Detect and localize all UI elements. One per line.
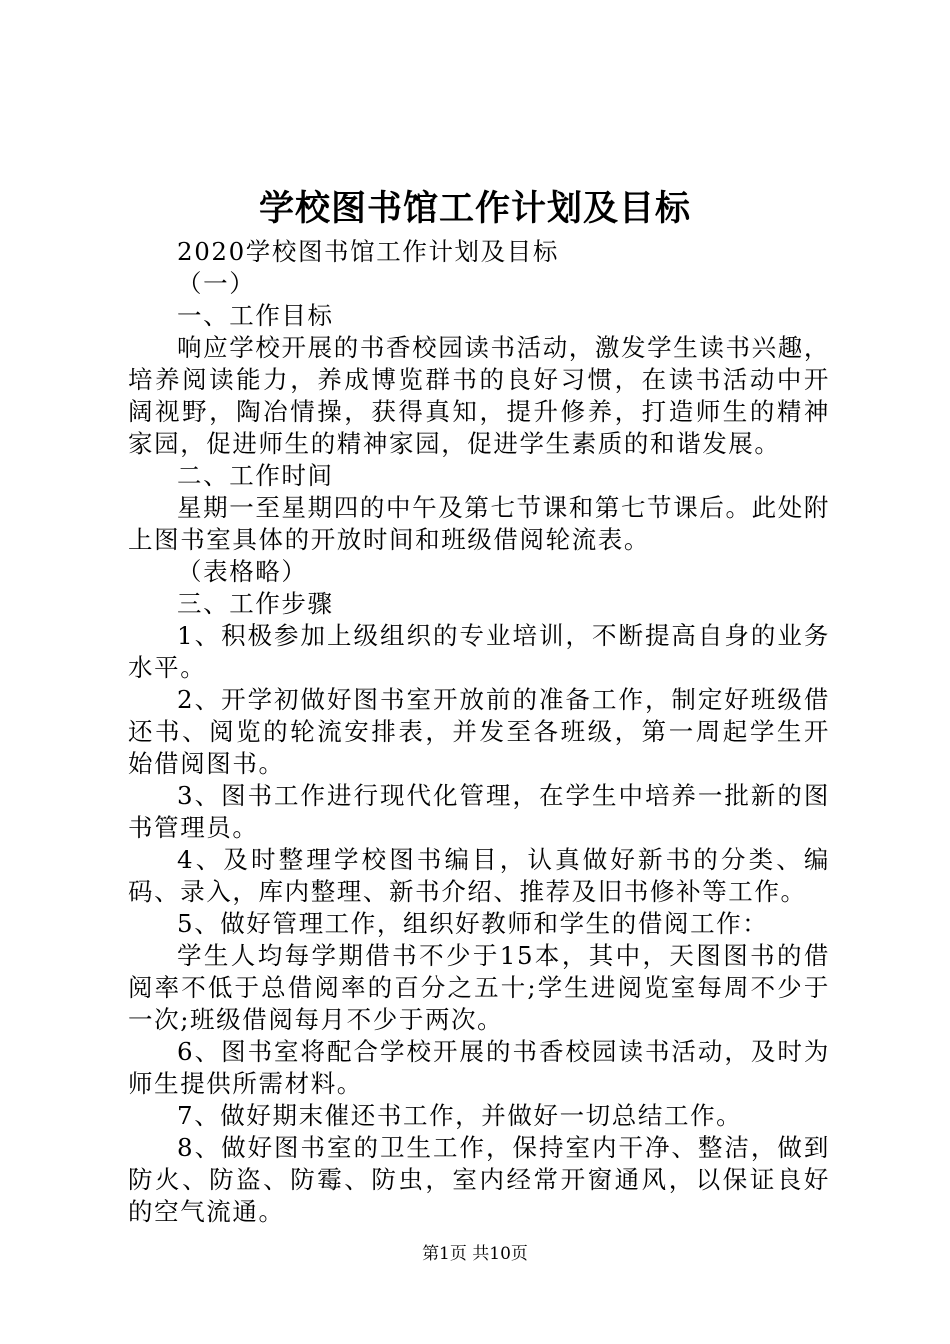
list-item: 3、图书工作进行现代化管理，在学生中培养一批新的图书管理员。 xyxy=(128,781,830,842)
list-item: 1、积极参加上级组织的专业培训，不断提高自身的业务水平。 xyxy=(128,621,830,682)
paragraph: 星期一至星期四的中午及第七节课和第七节课后。此处附上图书室具体的开放时间和班级借阅轮流表。 xyxy=(128,493,830,554)
paragraph: 学生人均每学期借书不少于15本，其中，天图图书的借阅率不低于总借阅率的百分之五十;学生进阅览室每周不少于一次;班级借阅每月不少于两次。 xyxy=(128,941,830,1034)
page-footer: 第1页 共10页 xyxy=(422,1244,528,1264)
document-title: 学校图书馆工作计划及目标 xyxy=(258,188,691,229)
section-heading: 三、工作步骤 xyxy=(177,589,334,618)
list-item: 2、开学初做好图书室开放前的准备工作，制定好班级借还书、阅览的轮流安排表，并发至各班级，第一周起学生开始借阅图书。 xyxy=(128,685,830,778)
list-item: 5、做好管理工作，组织好教师和学生的借阅工作： xyxy=(177,909,769,938)
section-heading: 一、工作目标 xyxy=(177,301,334,330)
document-body xyxy=(128,236,830,1228)
list-item: 4、及时整理学校图书编目，认真做好新书的分类、编码、录入，库内整理、新书介绍、推荐及旧书修补等工作。 xyxy=(128,845,830,906)
list-item: 6、图书室将配合学校开展的书香校园读书活动，及时为师生提供所需材料。 xyxy=(128,1037,830,1098)
list-item: 8、做好图书室的卫生工作，保持室内干净、整洁，做到防火、防盗、防霉、防虫，室内经常开窗通风，以保证良好的空气流通。 xyxy=(128,1133,830,1226)
section-heading: 二、工作时间 xyxy=(177,461,334,490)
list-item: 7、做好期末催还书工作，并做好一切总结工作。 xyxy=(177,1101,743,1130)
paragraph: 2020学校图书馆工作计划及目标 xyxy=(177,237,559,266)
paragraph: （一） xyxy=(177,269,256,298)
paragraph: 响应学校开展的书香校园读书活动，激发学生读书兴趣，培养阅读能力，养成博览群书的良好习惯，在读书活动中开阔视野，陶冶情操，获得真知，提升修养，打造师生的精神家园，促进师生的精神家园，促进学生素质的和谐发展。 xyxy=(128,333,830,458)
paragraph: （表格略） xyxy=(177,557,308,586)
